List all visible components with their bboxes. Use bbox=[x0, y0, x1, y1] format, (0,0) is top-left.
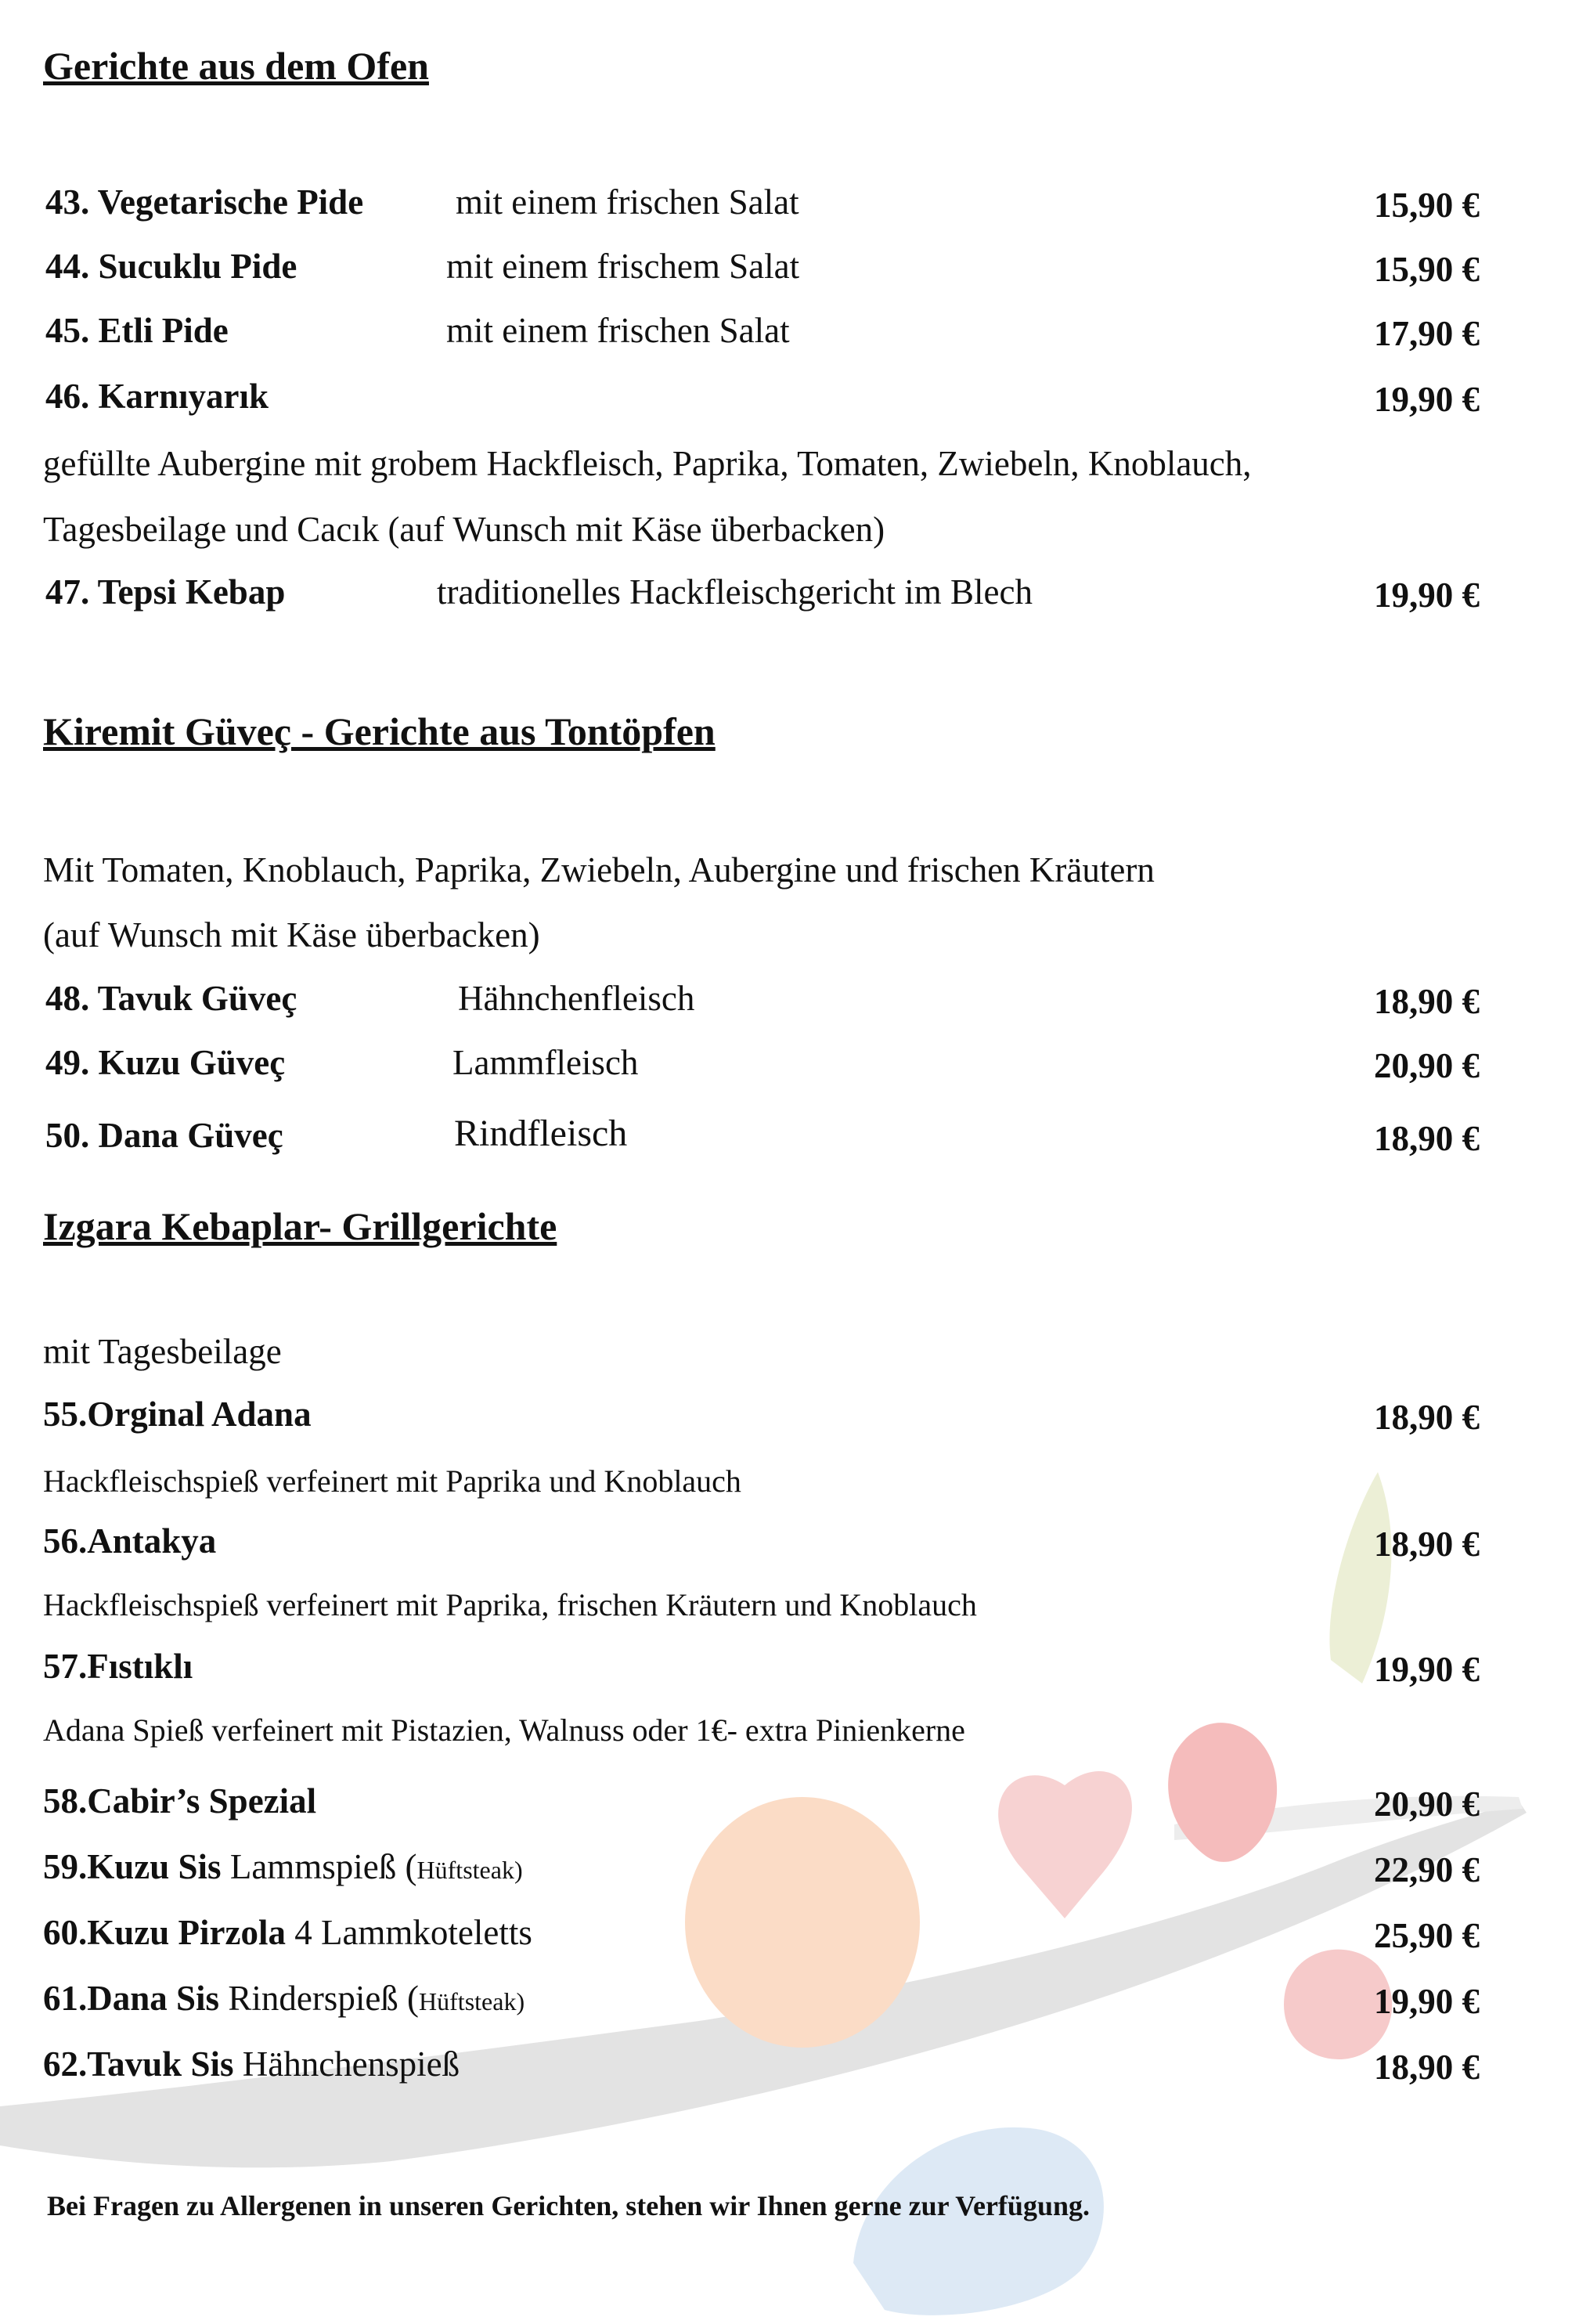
dish-note: mit einem frischem Salat bbox=[446, 247, 800, 286]
dish-price: 15,90 € bbox=[1374, 250, 1480, 289]
dish-note-small: Hüftsteak) bbox=[416, 1856, 523, 1884]
dish-name: 49. Kuzu Güveç bbox=[45, 1043, 286, 1082]
dish-name: 48. Tavuk Güveç bbox=[45, 979, 297, 1018]
dish-name: 55.Orginal Adana bbox=[43, 1395, 312, 1434]
dish-name: 47. Tepsi Kebap bbox=[45, 572, 286, 612]
dish-price: 18,90 € bbox=[1374, 1525, 1480, 1564]
dish-price: 19,90 € bbox=[1374, 1650, 1480, 1689]
dish-price: 22,90 € bbox=[1374, 1850, 1480, 1889]
dish-price: 25,90 € bbox=[1374, 1916, 1480, 1955]
dish-price: 20,90 € bbox=[1374, 1046, 1480, 1085]
dish-note: traditionelles Hackfleischgericht im Blech bbox=[437, 572, 1033, 612]
dish-note: Hähnchenfleisch bbox=[458, 979, 695, 1018]
dish-price: 20,90 € bbox=[1374, 1784, 1480, 1824]
dish-name: 50. Dana Güveç bbox=[45, 1116, 283, 1155]
dish-name: 45. Etli Pide bbox=[45, 311, 229, 350]
dish-name: 59.Kuzu Sis bbox=[43, 1847, 222, 1886]
dish-name: 60.Kuzu Pirzola bbox=[43, 1913, 286, 1952]
dish-name: 56.Antakya bbox=[43, 1521, 217, 1561]
section-intro: Mit Tomaten, Knoblauch, Paprika, Zwiebeln, Aubergine und frischen Kräutern bbox=[43, 850, 1155, 890]
dish-description: Adana Spieß verfeinert mit Pistazien, Walnuss oder 1€- extra Pinienkerne bbox=[43, 1712, 965, 1748]
dish-price: 18,90 € bbox=[1374, 2048, 1480, 2087]
section-title-grill: Izgara Kebaplar- Grillgerichte bbox=[43, 1204, 557, 1248]
dish-price: 19,90 € bbox=[1374, 380, 1480, 419]
dish-note-small: Hüftsteak) bbox=[419, 1987, 525, 2015]
allergen-footer-note: Bei Fragen zu Allergenen in unseren Gerichten, stehen wir Ihnen gerne zur Verfügung. bbox=[47, 2190, 1090, 2221]
dish-note: Rinderspieß ( bbox=[228, 1979, 420, 2018]
dish-note: 4 Lammkoteletts bbox=[294, 1913, 532, 1952]
dish-price: 18,90 € bbox=[1374, 982, 1480, 1021]
dish-name: 62.Tavuk Sis bbox=[43, 2044, 234, 2084]
dish-description: Tagesbeilage und Cacık (auf Wunsch mit Käse überbacken) bbox=[43, 510, 885, 549]
dish-note: Rindfleisch bbox=[454, 1113, 628, 1154]
dish-name: 58.Cabir’s Spezial bbox=[43, 1781, 317, 1821]
dish-price: 18,90 € bbox=[1374, 1119, 1480, 1158]
dish-note: Lammfleisch bbox=[452, 1043, 639, 1082]
dish-price: 19,90 € bbox=[1374, 1982, 1480, 2021]
dish-note: mit einem frischen Salat bbox=[446, 311, 790, 350]
dish-name: 46. Karnıyarık bbox=[45, 377, 269, 416]
dish-note: Hähnchenspieß bbox=[242, 2044, 460, 2084]
dish-note: Lammspieß ( bbox=[229, 1847, 417, 1886]
dish-description: Hackfleischspieß verfeinert mit Paprika, frischen Kräutern und Knoblauch bbox=[43, 1587, 977, 1622]
dish-line bbox=[43, 1849, 523, 1885]
dish-name: 61.Dana Sis bbox=[43, 1979, 220, 2018]
dish-description: Hackfleischspieß verfeinert mit Paprika und Knoblauch bbox=[43, 1463, 741, 1499]
dish-price: 17,90 € bbox=[1374, 314, 1480, 353]
dish-price: 19,90 € bbox=[1374, 576, 1480, 615]
dish-price: 15,90 € bbox=[1374, 186, 1480, 225]
section-title-gueveç: Kiremit Güveç - Gerichte aus Tontöpfen bbox=[43, 709, 716, 753]
dish-line bbox=[43, 1915, 532, 1951]
section-intro: (auf Wunsch mit Käse überbacken) bbox=[43, 915, 540, 955]
dish-description: gefüllte Aubergine mit grobem Hackfleisch, Paprika, Tomaten, Zwiebeln, Knoblauch, bbox=[43, 444, 1252, 483]
section-intro: mit Tagesbeilage bbox=[43, 1332, 282, 1371]
dish-price: 18,90 € bbox=[1374, 1398, 1480, 1437]
dish-name: 44. Sucuklu Pide bbox=[45, 247, 297, 286]
dish-line bbox=[43, 2044, 460, 2084]
dish-line bbox=[43, 1981, 525, 2016]
section-title-ofen: Gerichte aus dem Ofen bbox=[43, 44, 429, 88]
dish-note: mit einem frischen Salat bbox=[456, 182, 799, 222]
dish-name: 43. Vegetarische Pide bbox=[45, 182, 364, 222]
dish-name: 57.Fıstıklı bbox=[43, 1647, 193, 1686]
